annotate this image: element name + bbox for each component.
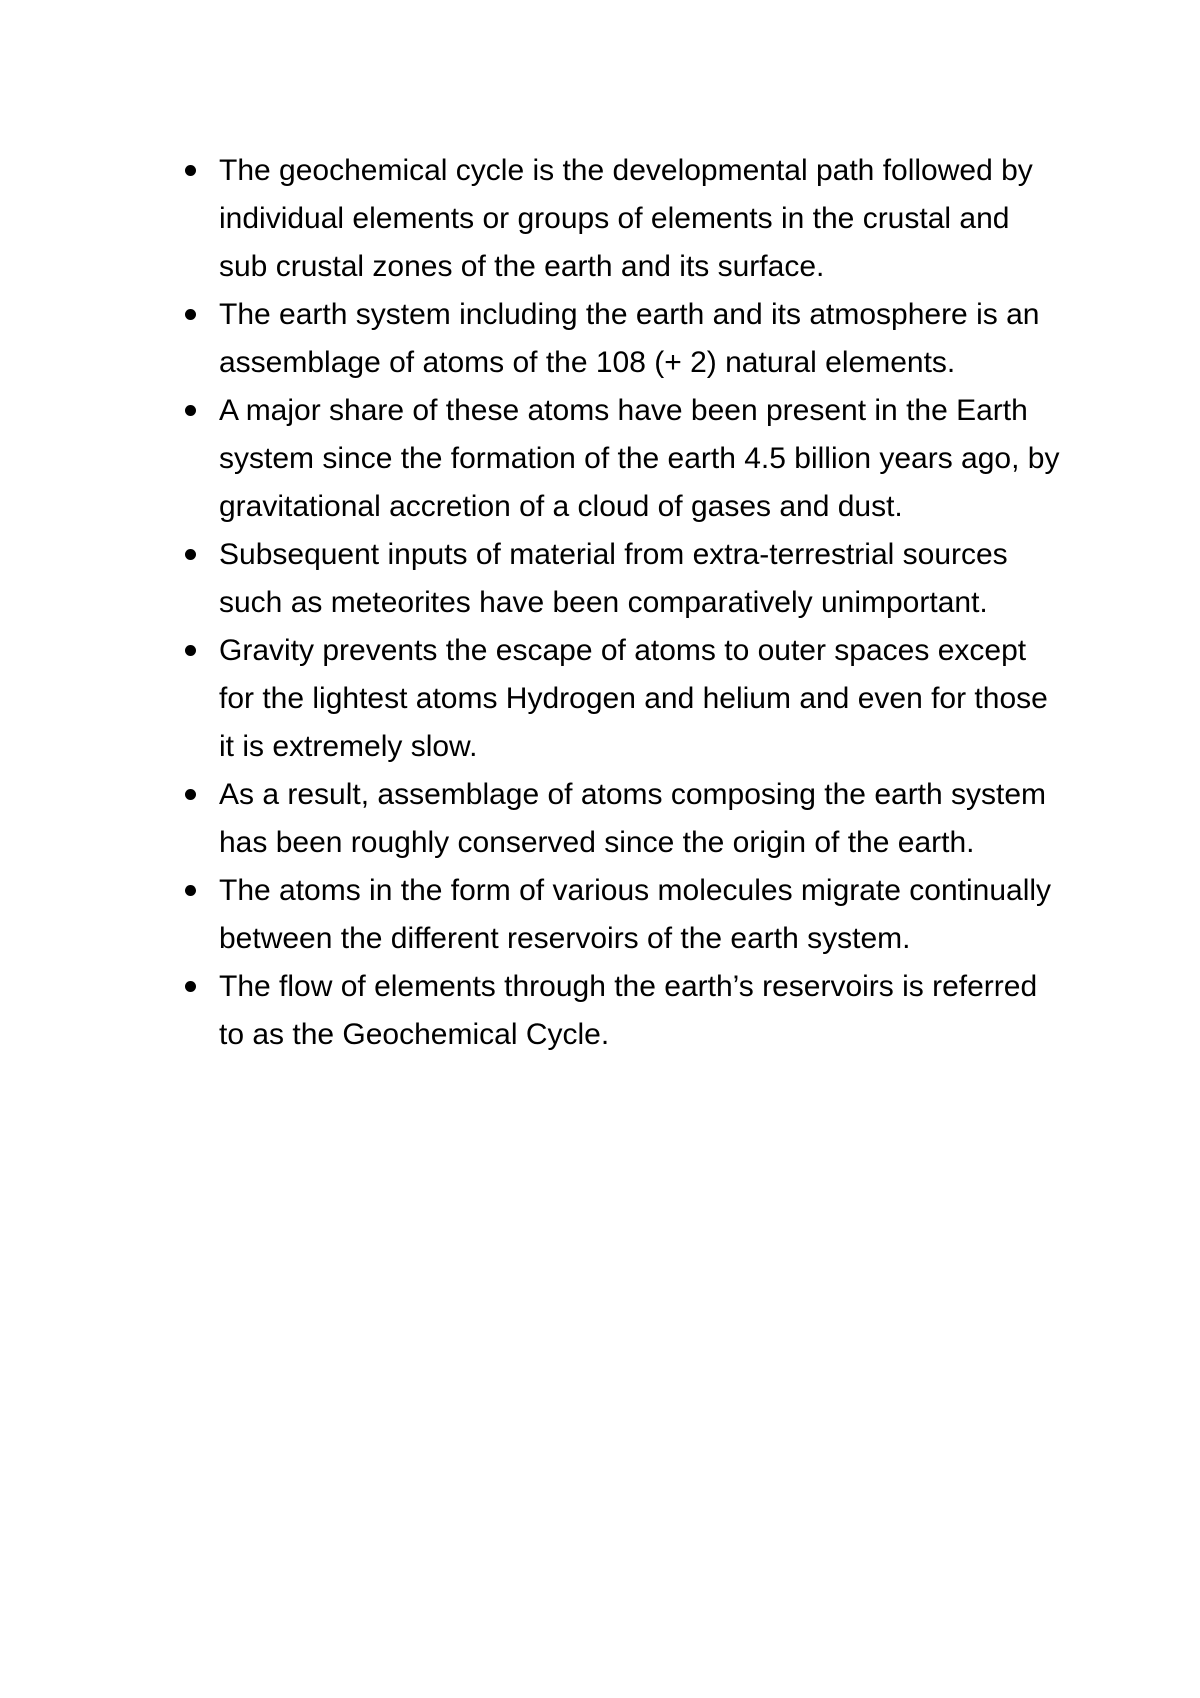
bullet-text: The geochemical cycle is the developmental path followed by individual elements or groups of elements in the crustal and sub crustal zones of the earth and its surface. bbox=[219, 154, 1033, 283]
list-item bbox=[0, 867, 1200, 963]
bullet-icon bbox=[185, 405, 196, 416]
list-item bbox=[0, 963, 1200, 1059]
bullet-icon bbox=[185, 789, 196, 800]
bullet-icon bbox=[185, 309, 196, 320]
list-item bbox=[0, 291, 1200, 387]
list-item bbox=[0, 147, 1200, 291]
bullet-list bbox=[0, 147, 1200, 1059]
bullet-text: The earth system including the earth and its atmosphere is an assemblage of atoms of the 108 (+ 2) natural elements. bbox=[219, 298, 1040, 379]
list-item bbox=[0, 387, 1200, 531]
list-item bbox=[0, 771, 1200, 867]
bullet-text: The flow of elements through the earth’s reservoirs is referred to as the Geochemical Cycle. bbox=[219, 970, 1038, 1051]
bullet-icon bbox=[185, 981, 196, 992]
bullet-icon bbox=[185, 645, 196, 656]
bullet-icon bbox=[185, 165, 196, 176]
list-item bbox=[0, 531, 1200, 627]
bullet-text: As a result, assemblage of atoms composing the earth system has been roughly conserved since the origin of the earth. bbox=[219, 778, 1047, 859]
bullet-text: A major share of these atoms have been present in the Earth system since the formation of the earth 4.5 billion years ago, by gravitational accretion of a cloud of gases and dust. bbox=[219, 394, 1060, 523]
bullet-text: Subsequent inputs of material from extra-terrestrial sources such as meteorites have been comparatively unimportant. bbox=[219, 538, 1008, 619]
bullet-icon bbox=[185, 549, 196, 560]
bullet-text: Gravity prevents the escape of atoms to outer spaces except for the lightest atoms Hydrogen and helium and even for those it is extremely slow. bbox=[219, 634, 1048, 763]
list-item bbox=[0, 627, 1200, 771]
bullet-icon bbox=[185, 885, 196, 896]
bullet-text: The atoms in the form of various molecules migrate continually between the different reservoirs of the earth system. bbox=[219, 874, 1052, 955]
